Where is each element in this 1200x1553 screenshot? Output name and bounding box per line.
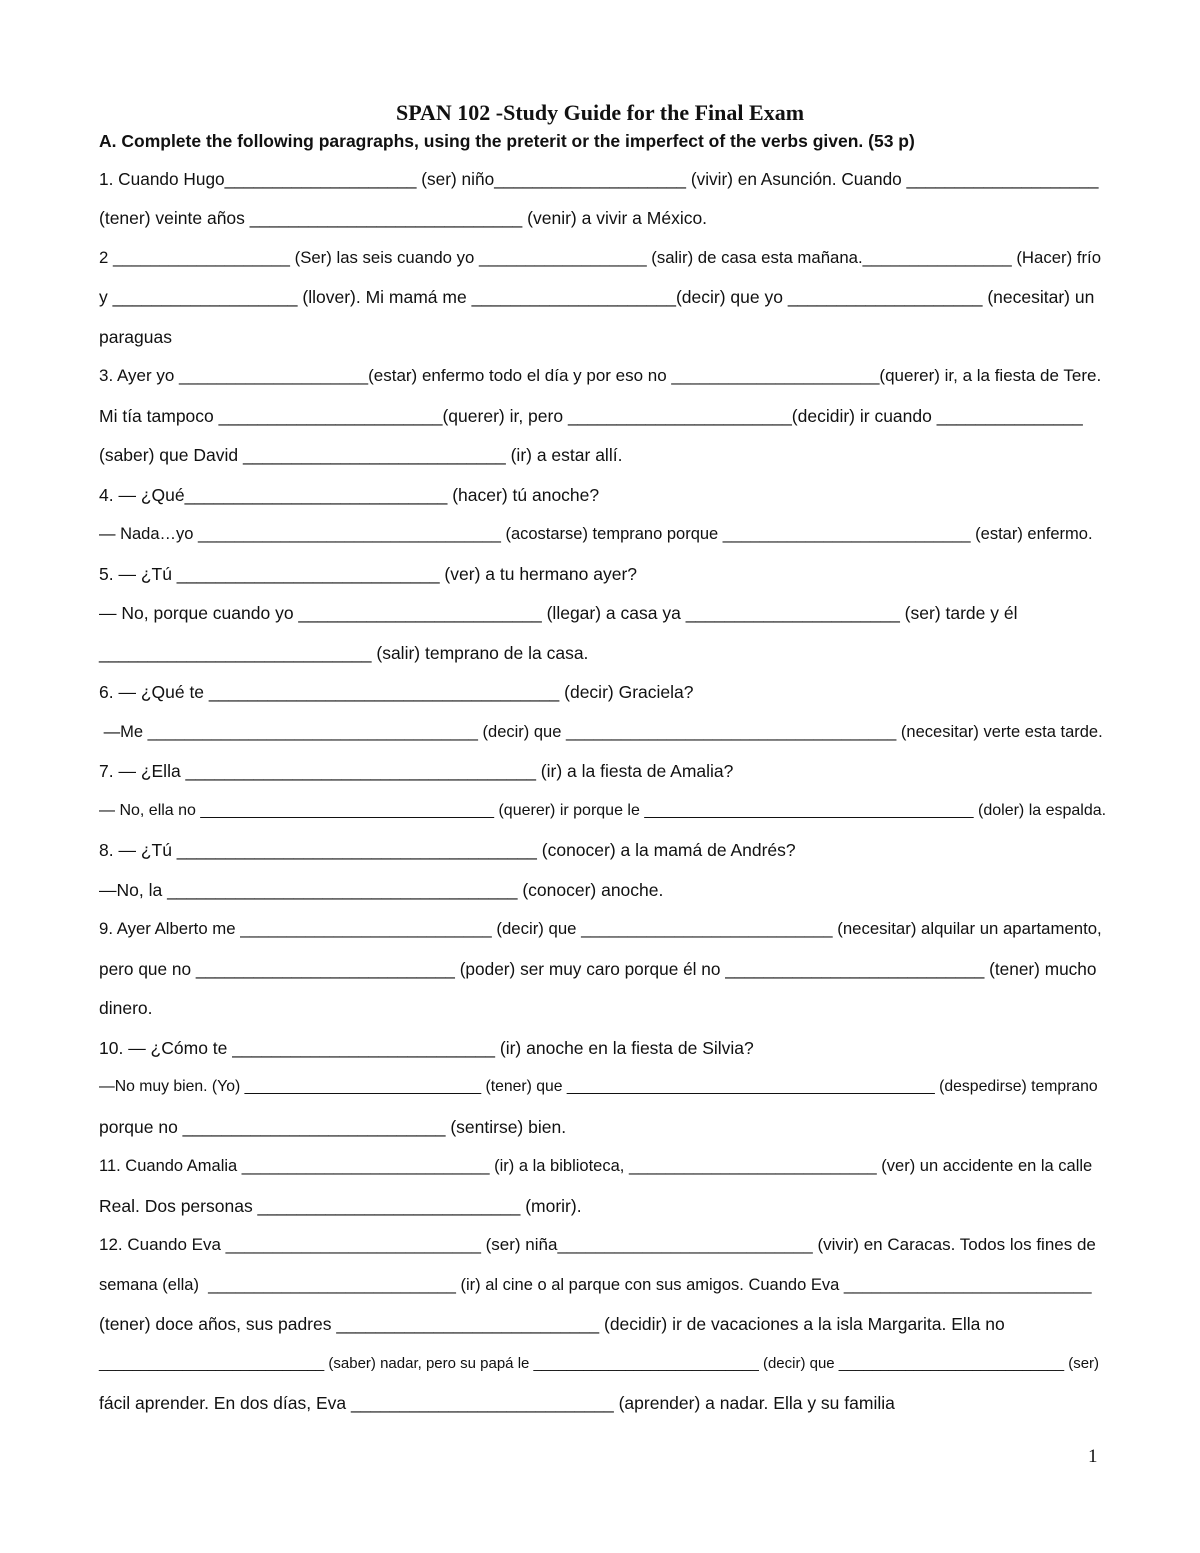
- exercise-line: ____________________________ (salir) temprano de la casa.: [99, 643, 589, 663]
- exercise-line: 7. — ¿Ella ____________________________________ (ir) a la fiesta de Amalia?: [99, 761, 734, 781]
- exercise-line: 8. — ¿Tú _____________________________________ (conocer) a la mamá de Andrés?: [99, 840, 796, 860]
- exercise-line: 4. — ¿Qué___________________________ (hacer) tú anoche?: [99, 485, 600, 505]
- exercise-line: — No, porque cuando yo _________________________ (llegar) a casa ya ______________________ (ser) tarde y él: [99, 603, 1018, 623]
- exercise-line: 6. — ¿Qué te ____________________________________ (decir) Graciela?: [99, 682, 694, 702]
- exercise-line: porque no ___________________________ (sentirse) bien.: [99, 1117, 567, 1137]
- exercise-line: paraguas: [99, 327, 172, 347]
- exercise-line: ___________________________ (saber) nadar, pero su papá le ___________________________ (decir) que ___________________________ (ser): [99, 1355, 1100, 1372]
- exercise-line: semana (ella) ___________________________ (ir) al cine o al parque con sus amigos. Cuando Eva ___________________________: [99, 1276, 1092, 1294]
- exercise-line: 5. — ¿Tú ___________________________ (ver) a tu hermano ayer?: [99, 564, 638, 584]
- exercise-line: (tener) veinte años ____________________________ (venir) a vivir a México.: [99, 208, 708, 228]
- exercise-line: 9. Ayer Alberto me ___________________________ (decir) que ___________________________ (necesitar) alquilar un apartamento,: [99, 919, 1102, 938]
- exercise-line: 11. Cuando Amalia ___________________________ (ir) a la biblioteca, ___________________________ (ver) un accidente en la calle: [99, 1157, 1093, 1175]
- exercise-line: —Me ____________________________________ (decir) que ____________________________________ (necesitar) verte esta tarde.: [99, 723, 1103, 741]
- page-title: SPAN 102 -Study Guide for the Final Exam: [395, 100, 805, 125]
- exercise-line: 12. Cuando Eva ___________________________ (ser) niña___________________________ (vivir) en Caracas. Todos los fines de: [99, 1235, 1096, 1254]
- section-a-instructions: A. Complete the following paragraphs, using the preterit or the imperfect of the verbs given. (53 p): [99, 131, 915, 151]
- exercise-line: 1. Cuando Hugo____________________ (ser) niño____________________ (vivir) en Asunción. Cuando ____________________: [99, 169, 1099, 189]
- exercise-line: — No, ella no _________________________________ (querer) ir porque le _____________________________________ (doler) la espalda.: [99, 802, 1107, 819]
- exercise-line: y ___________________ (llover). Mi mamá me _____________________(decir) que yo ____________________ (necesitar) un: [99, 287, 1095, 307]
- exercise-line: —No muy bien. (Yo) ___________________________ (tener) que __________________________________________ (despedirse) temprano: [99, 1078, 1098, 1095]
- exercise-line: 3. Ayer yo ____________________(estar) enfermo todo el día y por eso no ______________________(querer) ir, a la fiesta de Tere.: [99, 366, 1102, 385]
- exercise-line: (saber) que David ___________________________ (ir) a estar allí.: [99, 445, 623, 465]
- exercise-line: dinero.: [99, 998, 153, 1018]
- exercise-line: Real. Dos personas ___________________________ (morir).: [99, 1196, 582, 1216]
- page-number: 1: [1088, 1446, 1098, 1467]
- exercise-line: pero que no ___________________________ (poder) ser muy caro porque él no ___________________________ (tener) mucho: [99, 959, 1097, 979]
- exercise-line: 10. — ¿Cómo te ___________________________ (ir) anoche en la fiesta de Silvia?: [99, 1038, 754, 1058]
- exercise-line: — Nada…yo _________________________________ (acostarse) temprano porque ___________________________ (estar) enfermo.: [99, 525, 1093, 543]
- exercise-line: Mi tía tampoco _______________________(querer) ir, pero _______________________(decidir) ir cuando _______________: [99, 406, 1083, 426]
- exercise-line: (tener) doce años, sus padres ___________________________ (decidir) ir de vacaciones a la isla Margarita. Ella no: [99, 1314, 1005, 1334]
- exercise-line: —No, la ____________________________________ (conocer) anoche.: [99, 880, 664, 900]
- exercise-line: 2 ___________________ (Ser) las seis cuando yo __________________ (salir) de casa esta mañana.________________ (Hacer) frío: [99, 248, 1102, 267]
- exercise-line: fácil aprender. En dos días, Eva ___________________________ (aprender) a nadar. Ella y su familia: [99, 1393, 895, 1413]
